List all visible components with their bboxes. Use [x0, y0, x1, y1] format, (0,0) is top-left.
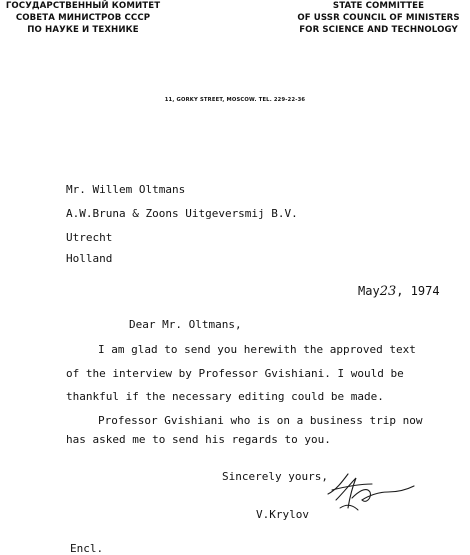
- date-year: , 1974: [396, 284, 440, 298]
- body-line-5: has asked me to send his regards to you.: [66, 433, 331, 446]
- recipient-name: Mr. Willem Oltmans: [66, 183, 186, 196]
- letterhead-english: [287, 0, 470, 36]
- body-line-2: of the interview by Professor Gvishiani. I would be: [66, 367, 404, 380]
- salutation: Dear Mr. Oltmans,: [129, 318, 242, 331]
- letter-date: [358, 285, 440, 298]
- letterhead-en-line-3: FOR SCIENCE AND TECHNOLOGY: [299, 25, 458, 35]
- letterhead-address: 11, GORKY STREET, MOSCOW. TEL. 229-22-36: [164, 97, 306, 103]
- body-line-1: I am glad to send you herewith the approved text: [98, 343, 416, 356]
- date-month: May: [358, 284, 380, 298]
- letterhead-ru-line-1: ГОСУДАРСТВЕННЫЙ КОМИТЕТ: [5, 1, 161, 11]
- date-day-handwritten: 23: [379, 284, 397, 299]
- letterhead-ru-line-2: СОВЕТА МИНИСТРОВ СССР: [15, 13, 151, 23]
- recipient-city: Utrecht: [66, 231, 113, 244]
- letterhead-en-line-1: STATE COMMITTEE: [332, 1, 425, 11]
- letterhead-ru-line-3: ПО НАУКЕ И ТЕХНИКЕ: [27, 25, 139, 35]
- body-line-4: Professor Gvishiani who is on a business trip now: [98, 414, 423, 427]
- closing: Sincerely yours,: [222, 470, 328, 483]
- letterhead-en-line-2: OF USSR COUNCIL OF MINISTERS: [297, 13, 460, 23]
- letterhead-russian: [0, 0, 166, 36]
- recipient-country: Holland: [66, 252, 113, 265]
- signatory-name: V.Krylov: [256, 508, 309, 521]
- handwritten-signature: [322, 470, 418, 518]
- body-line-3: thankful if the necessary editing could be made.: [66, 390, 384, 403]
- recipient-company: A.W.Bruna & Zoons Uitgeversmij B.V.: [66, 207, 298, 220]
- enclosure-note: Encl.: [70, 542, 104, 555]
